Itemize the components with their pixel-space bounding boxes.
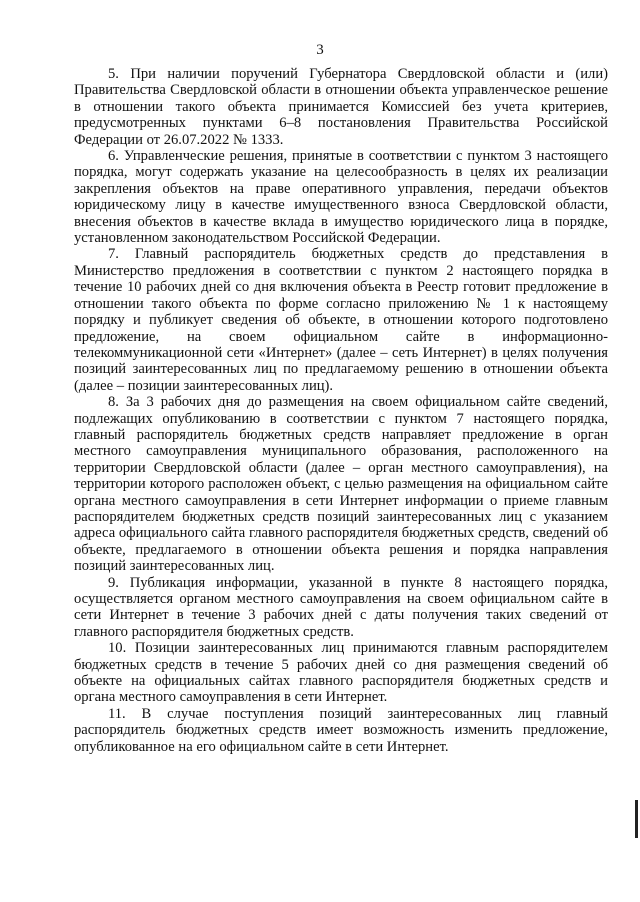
paragraph-9: 9. Публикация информации, указанной в пункте 8 настоящего порядка, осуществляется органом местного самоуправления на своем официальном сайте в сети Интернет в течение 3 рабочих дней с даты получения таких сведений от главного распорядителя бюджетных средств. — [74, 574, 608, 640]
document-body — [74, 66, 608, 755]
paragraph-10: 10. Позиции заинтересованных лиц принимаются главным распорядителем бюджетных средств в течение 5 рабочих дней со дня размещения сведений об объекте на официальных сайтах главного распорядителя бюджетных средств и органа местного самоуправления в сети Интернет. — [74, 640, 608, 706]
paragraph-11: 11. В случае поступления позиций заинтересованных лиц главный распорядитель бюджетных средств имеет возможность изменить предложение, опубликованное на его официальном сайте в сети Интернет. — [74, 705, 608, 755]
page-number: 3 — [316, 42, 324, 58]
paragraph-6: 6. Управленческие решения, принятые в соответствии с пунктом 3 настоящего порядка, могут содержать указание на целесообразность в целях их реализации закрепления объектов на праве оперативного управления, передачи объектов юридическому лицу в качестве имущественного взноса Свердловской области, внесения объектов в качестве вклада в имущество юридического лица в порядке, установленном законодательством Российской Федерации. — [74, 148, 608, 247]
paragraph-5: 5. При наличии поручений Губернатора Свердловской области и (или) Правительства Свердловской области в отношении объекта управленческое решение в отношении такого объекта принимается Комиссией без учета критериев, предусмотренных пунктами 6–8 постановления Правительства Российской Федерации от 26.07.2022 № 1333. — [74, 66, 608, 148]
paragraph-7: 7. Главный распорядитель бюджетных средств до представления в Министерство предложения в соответствии с пунктом 2 настоящего порядка в течение 10 рабочих дней со дня включения объекта в Реестр готовит предложение в отношении такого объекта по форме согласно приложению № 1 к настоящему порядку и публикует сведения об объекте, в отношении которого подготовлено предложение, на своем официальном сайте в информационно-телекоммуникационной сети «Интернет» (далее – сеть Интернет) в целях получения позиций заинтересованных лиц по предлагаемому решению в отношении объекта (далее – позиции заинтересованных лиц). — [74, 246, 608, 394]
paragraph-8: 8. За 3 рабочих дня до размещения на своем официальном сайте сведений, подлежащих опубликованию в соответствии с пунктом 7 настоящего порядка, главный распорядитель бюджетных средств направляет предложение в орган местного самоуправления муниципального образования, расположенного на территории Свердловской области (далее – орган местного самоуправления), на территории которого расположен объект, с целью размещения на официальном сайте органа местного самоуправления в сети Интернет информации о приеме главным распорядителем бюджетных средств позиций заинтересованных лиц с указанием адреса официального сайта главного распорядителя бюджетных средств, сведений об объекте, предлагаемого в отношении объекта решения и порядка направления позиций заинтересованных лиц. — [74, 394, 608, 575]
scan-edge-mark — [635, 800, 638, 838]
